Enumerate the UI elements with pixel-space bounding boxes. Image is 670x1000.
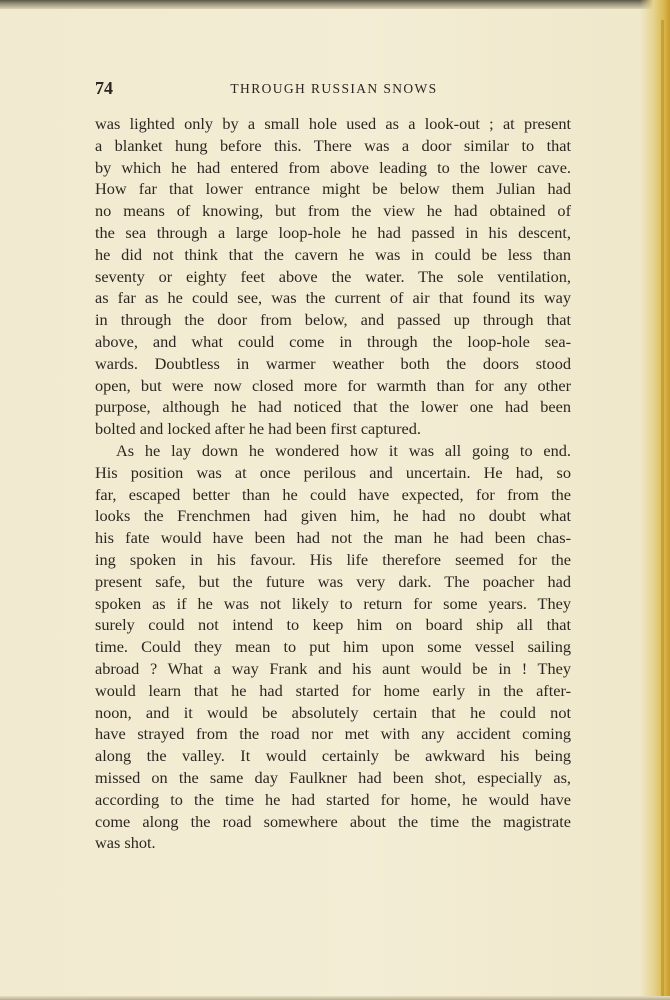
text-line: purpose, although he had noticed that the lower one had been [95, 397, 571, 417]
text-line: spoken as if he was not likely to return for some years. They [95, 593, 571, 613]
text-line: time. Could they mean to put him upon some vessel sailing [95, 637, 571, 657]
text-line: surely could not intend to keep him on board ship all that [95, 615, 571, 635]
text-line: no means of knowing, but from the view he had obtained of [95, 201, 571, 221]
page-bottom-edge [0, 996, 670, 1000]
body-text [95, 113, 571, 854]
text-line: noon, and it would be absolutely certain that he could not [95, 702, 571, 722]
text-line: he did not think that the cavern he was in could be less than [95, 244, 571, 264]
text-line: How far that lower entrance might be below them Julian had [95, 179, 571, 199]
text-line: along the valley. It would certainly be awkward his being [95, 746, 571, 766]
page-number: 74 [95, 78, 113, 98]
text-line: the sea through a large loop-hole he had passed in his descent, [95, 222, 571, 242]
page-header [95, 78, 573, 100]
text-line: abroad ? What a way Frank and his aunt would be in ! They [95, 658, 571, 678]
text-line: His position was at once perilous and uncertain. He had, so [95, 462, 571, 482]
text-line: his fate would have been had not the man he had been chas- [95, 528, 571, 548]
text-line: As he lay down he wondered how it was all going to end. [116, 440, 571, 460]
text-line: have strayed from the road nor met with any accident coming [95, 724, 571, 744]
text-line: as far as he could see, was the current of air that found its way [95, 288, 571, 308]
text-line: above, and what could come in through the loop-hole sea- [95, 331, 571, 351]
text-line: present safe, but the future was very dark. The poacher had [95, 571, 571, 591]
text-line: was shot. [95, 833, 156, 853]
text-line: bolted and locked after he had been first captured. [95, 419, 421, 439]
text-line: according to the time he had started for home, he would have [95, 789, 571, 809]
text-line: in through the door from below, and passed up through that [95, 310, 571, 330]
text-line: by which he had entered from above leading to the lower cave. [95, 157, 571, 177]
page-gilt-edge [640, 0, 670, 1000]
page-top-edge [0, 0, 670, 9]
text-line: far, escaped better than he could have expected, for from the [95, 484, 571, 504]
text-line: missed on the same day Faulkner had been shot, especially as, [95, 767, 571, 787]
text-line: come along the road somewhere about the time the magistrate [95, 811, 571, 831]
text-line: would learn that he had started for home early in the after- [95, 680, 571, 700]
text-line: seventy or eighty feet above the water. The sole ventilation, [95, 266, 571, 286]
text-line: was lighted only by a small hole used as a look-out ; at present [95, 114, 571, 133]
text-line: ing spoken in his favour. His life therefore seemed for the [95, 549, 571, 569]
running-head: THROUGH RUSSIAN SNOWS [230, 81, 438, 96]
text-line: a blanket hung before this. There was a door similar to that [95, 135, 571, 155]
text-line: open, but were now closed more for warmth than for any other [95, 375, 571, 395]
text-line: looks the Frenchmen had given him, he had no doubt what [95, 506, 571, 526]
text-line: wards. Doubtless in warmer weather both the doors stood [95, 353, 571, 373]
page-gilt-line [661, 20, 664, 1000]
